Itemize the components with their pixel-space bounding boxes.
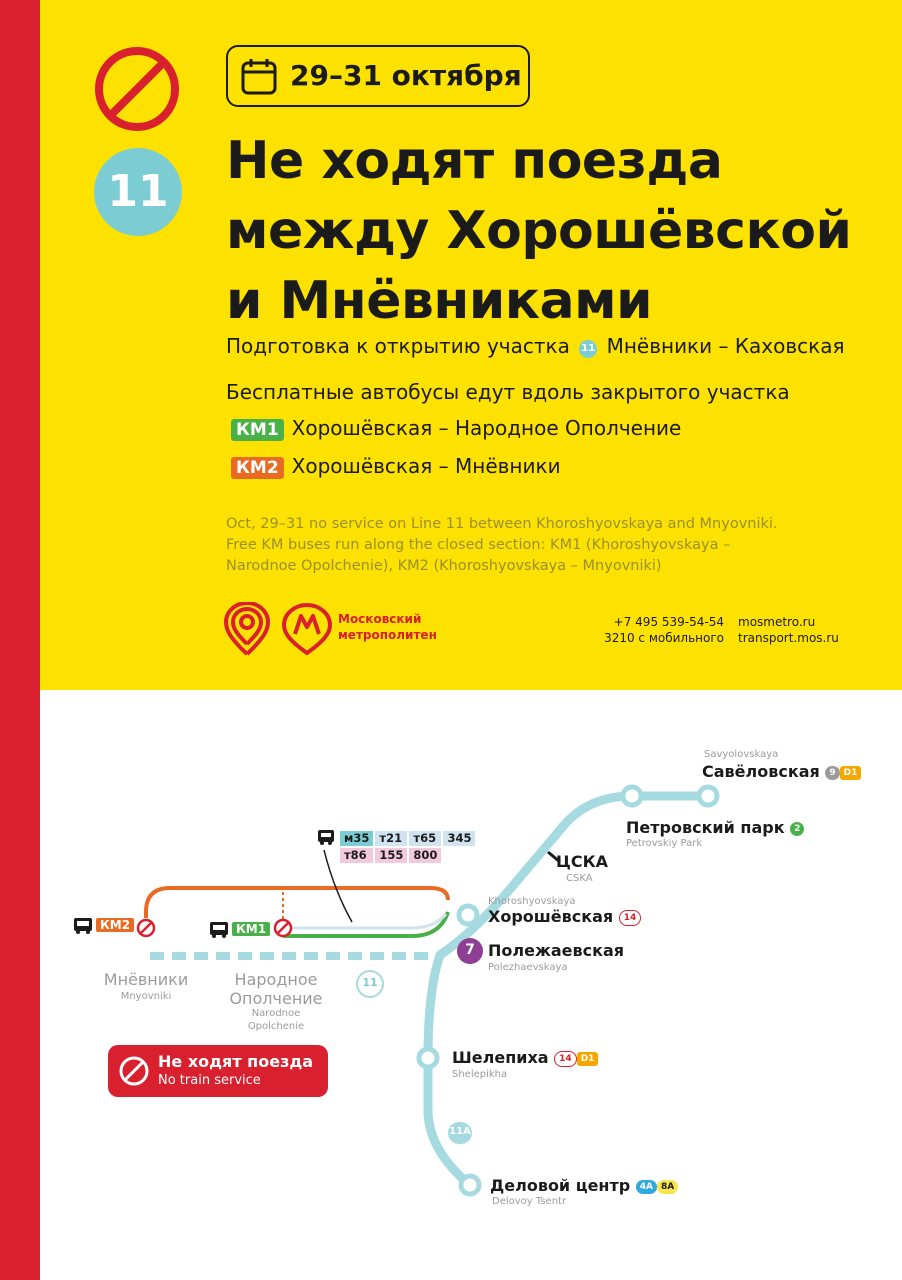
- station-shelepikha: [419, 1049, 437, 1067]
- line-11-badge: 11: [94, 148, 182, 236]
- city-bus-route-line: [283, 914, 446, 928]
- transfer-chip: 8А: [657, 1180, 678, 1194]
- bus-route: т21: [375, 831, 407, 846]
- route-km1: [231, 416, 681, 441]
- bus-route: м35: [340, 831, 373, 846]
- station-en: Savyolovskaya: [704, 749, 779, 760]
- bus-route: т86: [340, 848, 373, 863]
- line-11-mini-badge: 11: [579, 340, 597, 358]
- bus-route: 155: [375, 848, 407, 863]
- station-name: [452, 1048, 598, 1067]
- station-name: [490, 1176, 678, 1195]
- line-11-map-label: 11: [362, 976, 378, 989]
- station-en: Petrovskiy Park: [626, 838, 703, 849]
- station-petrovsky-park: [623, 787, 641, 805]
- phone-number: +7 495 539-54-54: [613, 615, 724, 629]
- station-en: Polezhaevskaya: [488, 962, 568, 973]
- closed-station-line: Ополчение: [229, 989, 323, 1008]
- website-contacts: [738, 614, 839, 646]
- website-link: transport.mos.ru: [738, 631, 839, 645]
- station-name: [488, 907, 641, 926]
- prep-section: Мнёвники – Каховская: [606, 334, 845, 358]
- transfer-chip: 14: [619, 910, 642, 926]
- station-en: Delovoy Tsentr: [492, 1196, 567, 1207]
- headline-line: между Хорошёвской: [226, 201, 852, 261]
- bus-icon: [318, 830, 334, 845]
- route-km2-text: Хорошёвская – Мнёвники: [291, 454, 561, 478]
- km2-tag: КМ2: [231, 457, 284, 479]
- closed-station-line: Народное: [234, 970, 318, 989]
- mobile-number: 3210 с мобильного: [604, 631, 724, 645]
- transfer-chip: D1: [840, 766, 862, 780]
- closed-station-en: [216, 1007, 336, 1033]
- english-line: Narodnoe Opolchenie), KM2 (Khoroshyovskaya – Mnyovniki): [226, 558, 662, 574]
- bus-route: 345: [443, 831, 475, 846]
- phone-contacts: [604, 614, 724, 646]
- station-name: Полежаевская: [488, 941, 625, 960]
- date-text: 29–31 октября: [290, 59, 522, 92]
- transfer-chip: 2: [790, 822, 804, 836]
- no-entry-icon: [118, 1055, 150, 1087]
- website-link: mosmetro.ru: [738, 615, 816, 629]
- headline: [226, 126, 851, 336]
- moscow-transport-logo: [222, 602, 272, 658]
- bus-route: 800: [409, 848, 441, 863]
- prep-line: [226, 334, 845, 358]
- calendar-icon: [240, 56, 278, 96]
- station-delovoy: [461, 1176, 479, 1194]
- line-11a-map-label: 11А: [449, 1126, 471, 1137]
- station-name: ЦСКА: [556, 852, 609, 871]
- station-name: [702, 762, 861, 781]
- station-savyolovskaya: [699, 787, 717, 805]
- headline-line: Не ходят поезда: [226, 131, 723, 191]
- closed-station-name: [216, 970, 336, 1008]
- station-khoroshyovskaya: [459, 906, 477, 924]
- closed-station-name: Мнёвники: [103, 970, 189, 989]
- transfer-chip: 9: [825, 766, 839, 780]
- km1-map-tag: КМ1: [232, 922, 270, 936]
- prep-text: Подготовка к открытию участка: [226, 334, 570, 358]
- station-name-text: Петровский парк: [626, 818, 785, 837]
- station-name: [626, 818, 804, 837]
- headline-line: и Мнёвниками: [226, 271, 653, 331]
- metro-name-line: метрополитен: [338, 628, 437, 642]
- no-service-en: No train service: [158, 1073, 261, 1088]
- no-service-ru: Не ходят поезда: [158, 1052, 314, 1071]
- station-name-text: Савёловская: [702, 762, 820, 781]
- bus-route: т65: [409, 831, 441, 846]
- transfer-chip: D1: [577, 1052, 599, 1066]
- km1-route-line: [283, 912, 448, 936]
- city-bus-routes: [338, 829, 477, 865]
- english-line: Free KM buses run along the closed section: KM1 (Khoroshyovskaya –: [226, 537, 731, 553]
- line-7-label: 7: [465, 942, 475, 958]
- station-name-text: Хорошёвская: [488, 907, 614, 926]
- km2-route-line: [146, 888, 448, 918]
- station-en: CSKA: [566, 873, 593, 884]
- english-line: Oct, 29–31 no service on Line 11 between Khoroshyovskaya and Mnyovniki.: [226, 516, 778, 532]
- metro-logo: [280, 603, 334, 657]
- closed-station-en: Mnyovniki: [120, 991, 172, 1002]
- bus-icon: [74, 918, 92, 934]
- closed-station-line: Narodnoe: [251, 1008, 301, 1019]
- km2-map-tag: КМ2: [96, 918, 134, 932]
- route-km1-text: Хорошёвская – Народное Ополчение: [291, 416, 682, 440]
- bus-icon: [210, 922, 228, 938]
- station-name-text: Шелепиха: [452, 1048, 549, 1067]
- transfer-chip: 4А: [636, 1180, 657, 1194]
- english-notice: [226, 514, 778, 577]
- metro-name-line: Московский: [338, 612, 422, 626]
- km1-tag: КМ1: [231, 419, 284, 441]
- buses-intro: Бесплатные автобусы едут вдоль закрытого участка: [226, 380, 790, 404]
- station-name-text: Деловой центр: [490, 1176, 631, 1195]
- route-km2: [231, 454, 561, 479]
- station-en: Shelepikha: [452, 1069, 508, 1080]
- no-entry-icon: [92, 44, 182, 134]
- closed-station-line: Opolchenie: [247, 1021, 305, 1032]
- metro-name: [338, 611, 437, 643]
- station-en: Khoroshyovskaya: [488, 896, 576, 907]
- transfer-chip: 14: [554, 1051, 577, 1067]
